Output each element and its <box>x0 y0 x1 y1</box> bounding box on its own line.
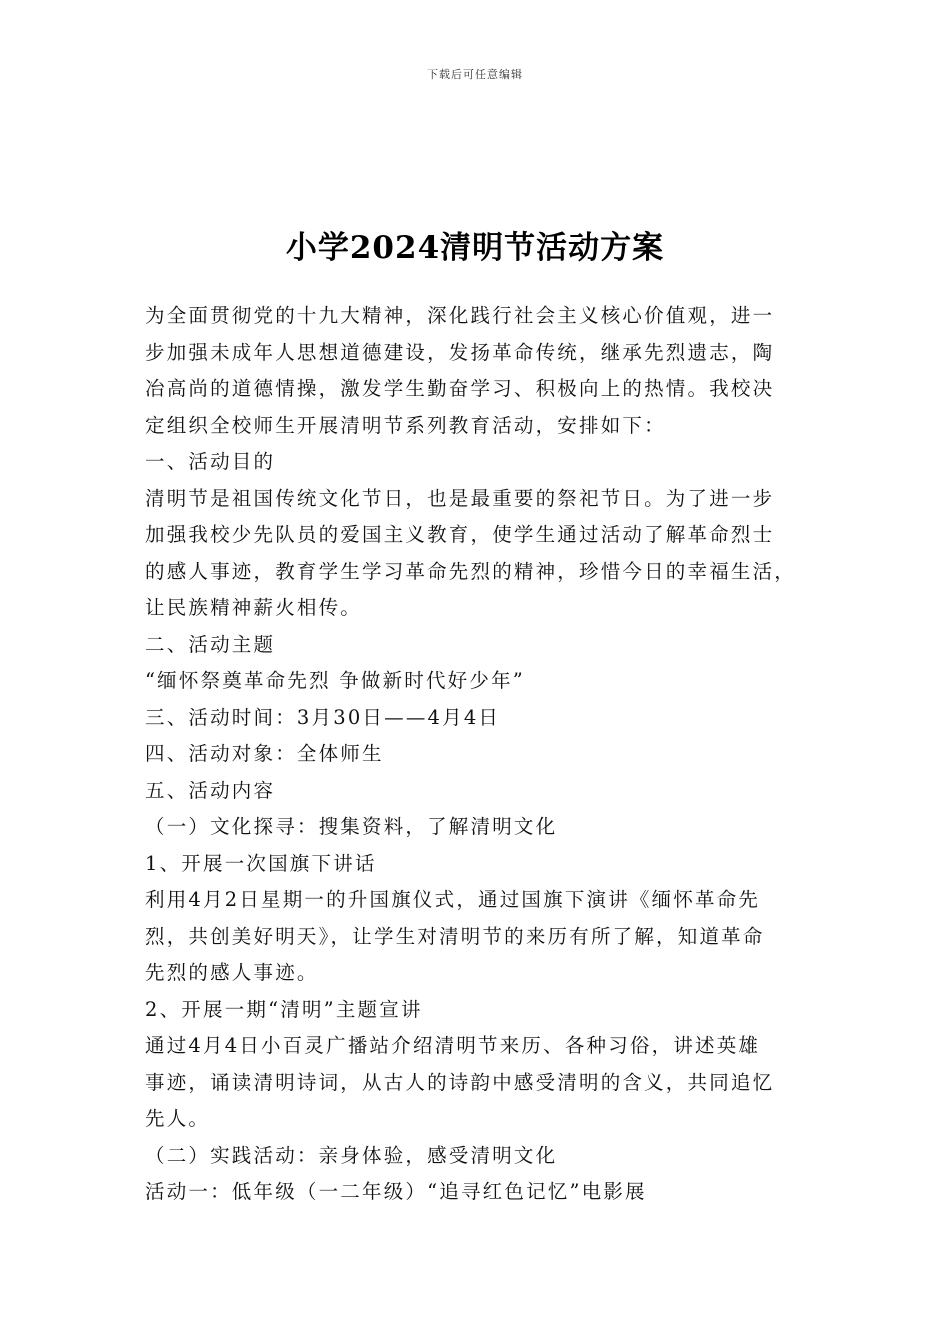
section-heading: 五、活动内容 <box>145 778 276 802</box>
body-line: 先烈的感人事迹。 <box>145 961 319 984</box>
item-heading: 2、开展一期“清明”主题宣讲 <box>145 997 423 1021</box>
subsection-heading: （二）实践活动：亲身体验，感受清明文化 <box>145 1143 558 1167</box>
body-line: 定组织全校师生开展清明节系列教育活动，安排如下： <box>145 413 666 437</box>
document-title: 小学2024清明节活动方案 <box>285 230 665 266</box>
body-line: 为全面贯彻党的十九大精神，深化践行社会主义核心价值观，进一 <box>145 304 775 327</box>
body-line: 烈，共创美好明天》，让学生对清明节的来历有所了解，知道革命 <box>145 924 765 948</box>
body-line: 加强我校少先队员的爱国主义教育，使学生通过活动了解革命烈士 <box>145 523 775 546</box>
body-line: 先人。 <box>145 1107 211 1130</box>
section-heading: 四、活动对象：全体师生 <box>145 742 384 765</box>
document-body <box>145 298 809 1211</box>
body-line: 冶高尚的道德情操，激发学生勤奋学习、积极向上的热情。我校决 <box>145 377 775 400</box>
body-line: 的感人事迹，教育学生学习革命先烈的精神，珍惜今日的幸福生活， <box>145 559 797 583</box>
body-line: 让民族精神薪火相传。 <box>145 596 363 619</box>
section-heading: 一、活动目的 <box>145 450 276 473</box>
body-line: 清明节是祖国传统文化节日，也是最重要的祭祀节日。为了进一步 <box>145 486 775 510</box>
header-note: 下载后可任意编辑 <box>427 68 523 81</box>
body-line: 事迹，诵读清明诗词，从古人的诗韵中感受清明的含义，共同追忆 <box>145 1070 775 1094</box>
body-line: 步加强未成年人思想道德建设，发扬革命传统，继承先烈遗志，陶 <box>145 340 775 364</box>
subsection-heading: （一）文化探寻：搜集资料，了解清明文化 <box>145 815 558 838</box>
section-heading: 二、活动主题 <box>145 632 276 656</box>
item-heading: 1、开展一次国旗下讲话 <box>145 851 377 875</box>
body-line: 利用4月2日星期一的升国旗仪式，通过国旗下演讲《缅怀革命先 <box>145 888 761 911</box>
body-line: “缅怀祭奠革命先烈 争做新时代好少年” <box>145 669 525 692</box>
item-heading: 活动一：低年级（一二年级）“追寻红色记忆”电影展 <box>145 1180 647 1203</box>
body-line: 通过4月4日小百灵广播站介绍清明节来历、各种习俗，讲述英雄 <box>145 1034 761 1057</box>
section-heading: 三、活动时间：3月30日——4月4日 <box>145 705 501 729</box>
